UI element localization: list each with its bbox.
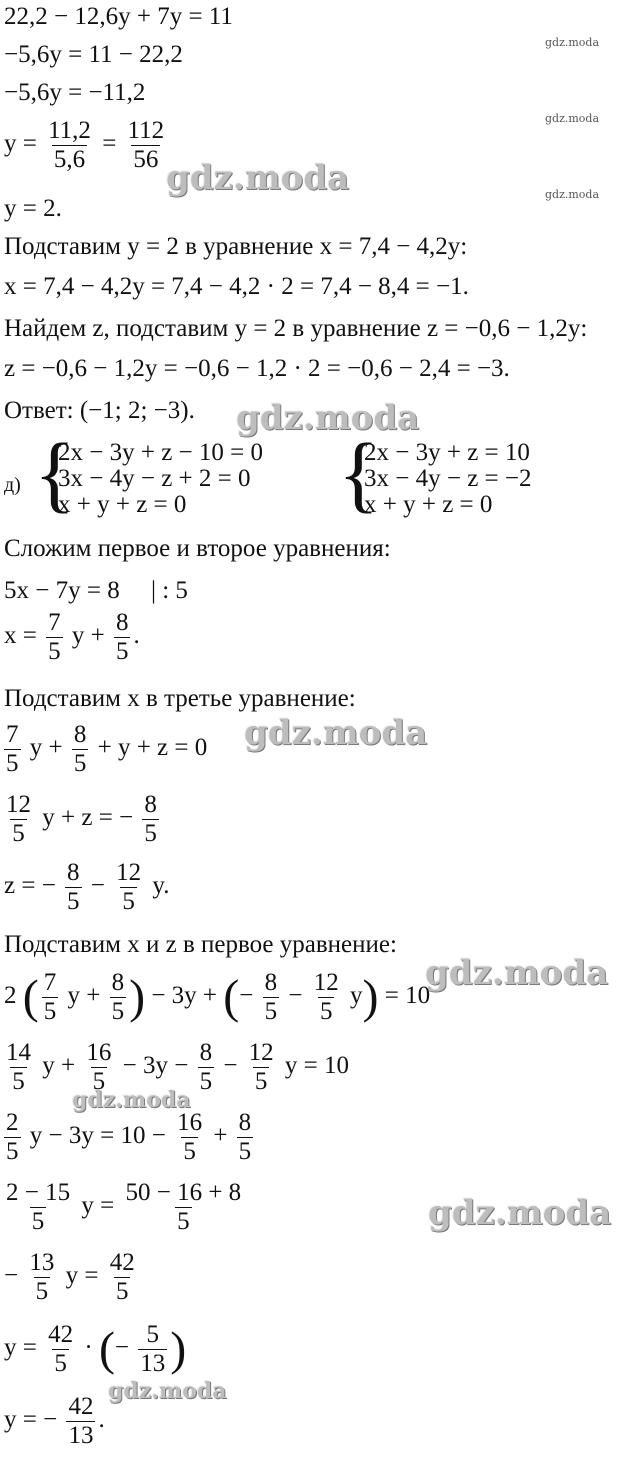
fraction <box>312 970 341 1025</box>
text-fragment: − 3y − <box>122 1052 189 1080</box>
text-fragment: y + z = − <box>42 804 134 832</box>
fraction <box>138 1322 167 1377</box>
watermark-logo: gdz.moda <box>72 1087 191 1113</box>
numerator: 16 <box>86 1039 112 1066</box>
numerator: 42 <box>48 1321 74 1348</box>
text-line: Сложим первое и второе уравнения: <box>4 535 391 562</box>
text-fragment: y = <box>4 1334 37 1362</box>
text-fragment: y + <box>71 622 105 650</box>
fraction <box>108 1250 137 1305</box>
text-fragment: · <box>84 1334 93 1362</box>
fraction-line <box>4 860 170 915</box>
fraction-line <box>4 118 169 173</box>
text-fragment: y = <box>4 130 37 158</box>
item-label: д) <box>4 474 21 496</box>
fraction <box>65 860 82 915</box>
text-fragment: . <box>133 622 140 650</box>
numerator: 12 <box>6 791 31 818</box>
denominator: 56 <box>133 146 159 173</box>
fraction-line <box>4 1250 140 1305</box>
paren: ) <box>170 1322 187 1376</box>
fraction <box>46 1322 75 1377</box>
fraction <box>46 118 93 173</box>
text-line: Подставим x в третье уравнение: <box>4 685 356 712</box>
fraction-line <box>4 1394 105 1449</box>
fraction <box>84 1040 113 1095</box>
text-fragment: y = <box>81 1192 115 1220</box>
denominator: 13 <box>140 1350 166 1377</box>
text-fragment: y = <box>65 1262 99 1290</box>
numerator: 8 <box>67 859 80 886</box>
system-1 <box>58 440 263 518</box>
fraction <box>4 792 33 847</box>
fraction <box>42 970 59 1025</box>
system-equation: 3x − 4y − z + 2 = 0 <box>58 465 251 492</box>
denominator: 5 <box>111 998 125 1025</box>
numerator: 8 <box>199 1039 213 1066</box>
system-equation: x + y + z = 0 <box>364 491 493 518</box>
paren: ( <box>22 970 39 1024</box>
denominator: 5 <box>54 1350 67 1377</box>
numerator: 50 − 16 + 8 <box>125 1179 242 1206</box>
fraction <box>110 970 127 1025</box>
denominator: 5 <box>67 888 80 915</box>
paren: ) <box>362 970 379 1024</box>
text-fragment: y = − <box>4 1406 58 1434</box>
equation-line: −5,6y = 11 − 22,2 <box>4 41 183 68</box>
text-fragment: x = <box>4 622 37 650</box>
text-line: Найдем z, подставим y = 2 в уравнение z = −0,6 − 1,2y: <box>4 315 588 342</box>
numerator: 14 <box>6 1039 31 1066</box>
text-fragment: − <box>114 1334 130 1362</box>
fraction <box>263 970 280 1025</box>
watermark-logo: gdz.moda <box>244 713 428 753</box>
numerator: 8 <box>73 721 87 748</box>
system-brace: { <box>338 425 380 521</box>
denominator: 5,6 <box>53 146 86 173</box>
denominator: 5 <box>238 1138 252 1165</box>
numerator: 8 <box>115 609 129 636</box>
answer-line: Ответ: (−1; 2; −3). <box>4 397 195 424</box>
system-equation: x + y + z = 0 <box>58 491 187 518</box>
denominator: 5 <box>144 820 157 847</box>
numerator: 7 <box>48 609 61 636</box>
watermark-logo: gdz.moda <box>428 1193 612 1233</box>
numerator: 2 − 15 <box>6 1179 71 1206</box>
text-fragment: − <box>223 1052 238 1080</box>
numerator: 2 <box>6 1109 19 1136</box>
denominator: 5 <box>92 1068 106 1095</box>
denominator: 5 <box>35 1278 49 1305</box>
fraction-line <box>4 1040 349 1095</box>
text-fragment: y = 10 <box>284 1052 350 1080</box>
numerator: 112 <box>127 117 165 144</box>
denominator: 5 <box>177 1208 190 1235</box>
text-fragment: . <box>98 1406 105 1434</box>
denominator: 5 <box>6 750 19 777</box>
fraction <box>175 1110 204 1165</box>
equation-line: z = −0,6 − 1,2y = −0,6 − 1,2 · 2 = −0,6 − 2,4 = −3. <box>4 355 510 382</box>
fraction <box>123 1180 243 1235</box>
equation-line: x = 7,4 − 4,2y = 7,4 − 4,2 · 2 = 7,4 − 8,4 = −1. <box>4 273 469 300</box>
denominator: 13 <box>68 1422 94 1449</box>
fraction-line <box>4 1180 246 1235</box>
text-fragment: − <box>288 982 303 1010</box>
watermark-logo: gdz.moda <box>108 1378 227 1404</box>
fraction-line <box>4 970 430 1025</box>
text-fragment: + y + z = 0 <box>97 734 208 762</box>
text-fragment: z = − <box>4 872 56 900</box>
denominator: 5 <box>73 750 87 777</box>
denominator: 5 <box>254 1068 268 1095</box>
numerator: 16 <box>177 1109 203 1136</box>
denominator: 5 <box>199 1068 213 1095</box>
fraction <box>72 722 89 777</box>
fraction <box>126 118 167 173</box>
text-fragment: = 10 <box>384 982 431 1010</box>
fraction <box>142 792 159 847</box>
equation-line: −5,6y = −11,2 <box>4 79 146 106</box>
text-line: Подставим y = 2 в уравнение x = 7,4 − 4,2y: <box>4 233 468 260</box>
numerator: 13 <box>29 1249 55 1276</box>
denominator: 5 <box>115 1278 129 1305</box>
numerator: 8 <box>111 969 125 996</box>
denominator: 5 <box>115 638 129 665</box>
equation-line: 5x − 7y = 8 | : 5 <box>4 577 188 604</box>
numerator: 42 <box>109 1249 135 1276</box>
watermark-small: gdz.moda <box>545 112 600 125</box>
text-fragment: y − 3y = 10 − <box>29 1122 166 1150</box>
fraction-line <box>4 722 207 777</box>
fraction <box>66 1394 95 1449</box>
fraction <box>4 1040 33 1095</box>
fraction-line <box>4 1110 256 1165</box>
numerator: 8 <box>264 969 278 996</box>
text-fragment: − <box>90 872 105 900</box>
text-fragment: − 3y + <box>151 982 218 1010</box>
equation-line: y = 2. <box>4 195 62 222</box>
numerator: 12 <box>116 859 142 886</box>
fraction <box>4 1180 72 1235</box>
fraction <box>46 610 63 665</box>
denominator: 5 <box>183 1138 196 1165</box>
denominator: 5 <box>122 888 135 915</box>
denominator: 5 <box>12 820 25 847</box>
system-brace: { <box>34 425 76 521</box>
fraction <box>114 860 143 915</box>
watermark-logo: gdz.moda <box>236 398 420 438</box>
watermark-small: gdz.moda <box>545 188 600 201</box>
watermark-logo: gdz.moda <box>425 953 609 993</box>
system-equation: 3x − 4y − z = −2 <box>364 465 532 492</box>
fraction <box>237 1110 254 1165</box>
fraction <box>4 1110 21 1165</box>
denominator: 5 <box>43 998 57 1025</box>
fraction <box>198 1040 215 1095</box>
text-fragment: y + <box>29 734 63 762</box>
fraction-line <box>4 1322 186 1377</box>
numerator: 5 <box>146 1321 160 1348</box>
numerator: 42 <box>68 1393 94 1420</box>
denominator: 5 <box>264 998 278 1025</box>
numerator: 8 <box>144 791 157 818</box>
fraction <box>4 722 21 777</box>
text-fragment: 2 <box>4 982 17 1010</box>
numerator: 7 <box>6 721 19 748</box>
fraction-line <box>4 610 140 665</box>
paren: ) <box>129 970 146 1024</box>
watermark-logo: gdz.moda <box>166 158 350 198</box>
watermark-small: gdz.moda <box>545 36 600 49</box>
denominator: 5 <box>319 998 333 1025</box>
equation-line: 22,2 − 12,6y + 7y = 11 <box>4 3 233 30</box>
text-line: Подставим x и z в первое уравнение: <box>4 931 397 958</box>
text-fragment: + <box>213 1122 228 1150</box>
fraction <box>27 1250 56 1305</box>
fraction-line <box>4 792 162 847</box>
fraction <box>247 1040 276 1095</box>
denominator: 5 <box>12 1068 25 1095</box>
numerator: 8 <box>238 1109 252 1136</box>
paren: ( <box>98 1322 115 1376</box>
text-fragment: − <box>239 982 254 1010</box>
fraction <box>114 610 131 665</box>
denominator: 5 <box>6 1138 19 1165</box>
system-equation: 2x − 3y + z − 10 = 0 <box>58 439 263 466</box>
numerator: 11,2 <box>48 117 91 144</box>
text-fragment: − <box>4 1262 19 1290</box>
numerator: 12 <box>248 1039 274 1066</box>
text-fragment: = <box>102 130 117 158</box>
text-fragment: y + <box>67 982 101 1010</box>
numerator: 7 <box>43 969 57 996</box>
numerator: 12 <box>313 969 339 996</box>
paren: ( <box>223 970 240 1024</box>
text-fragment: y + <box>42 1052 76 1080</box>
system-2 <box>364 440 532 518</box>
denominator: 5 <box>48 638 61 665</box>
denominator: 5 <box>31 1208 45 1235</box>
text-fragment: y <box>349 982 363 1010</box>
text-fragment: y. <box>152 872 170 900</box>
system-equation: 2x − 3y + z = 10 <box>364 439 530 466</box>
